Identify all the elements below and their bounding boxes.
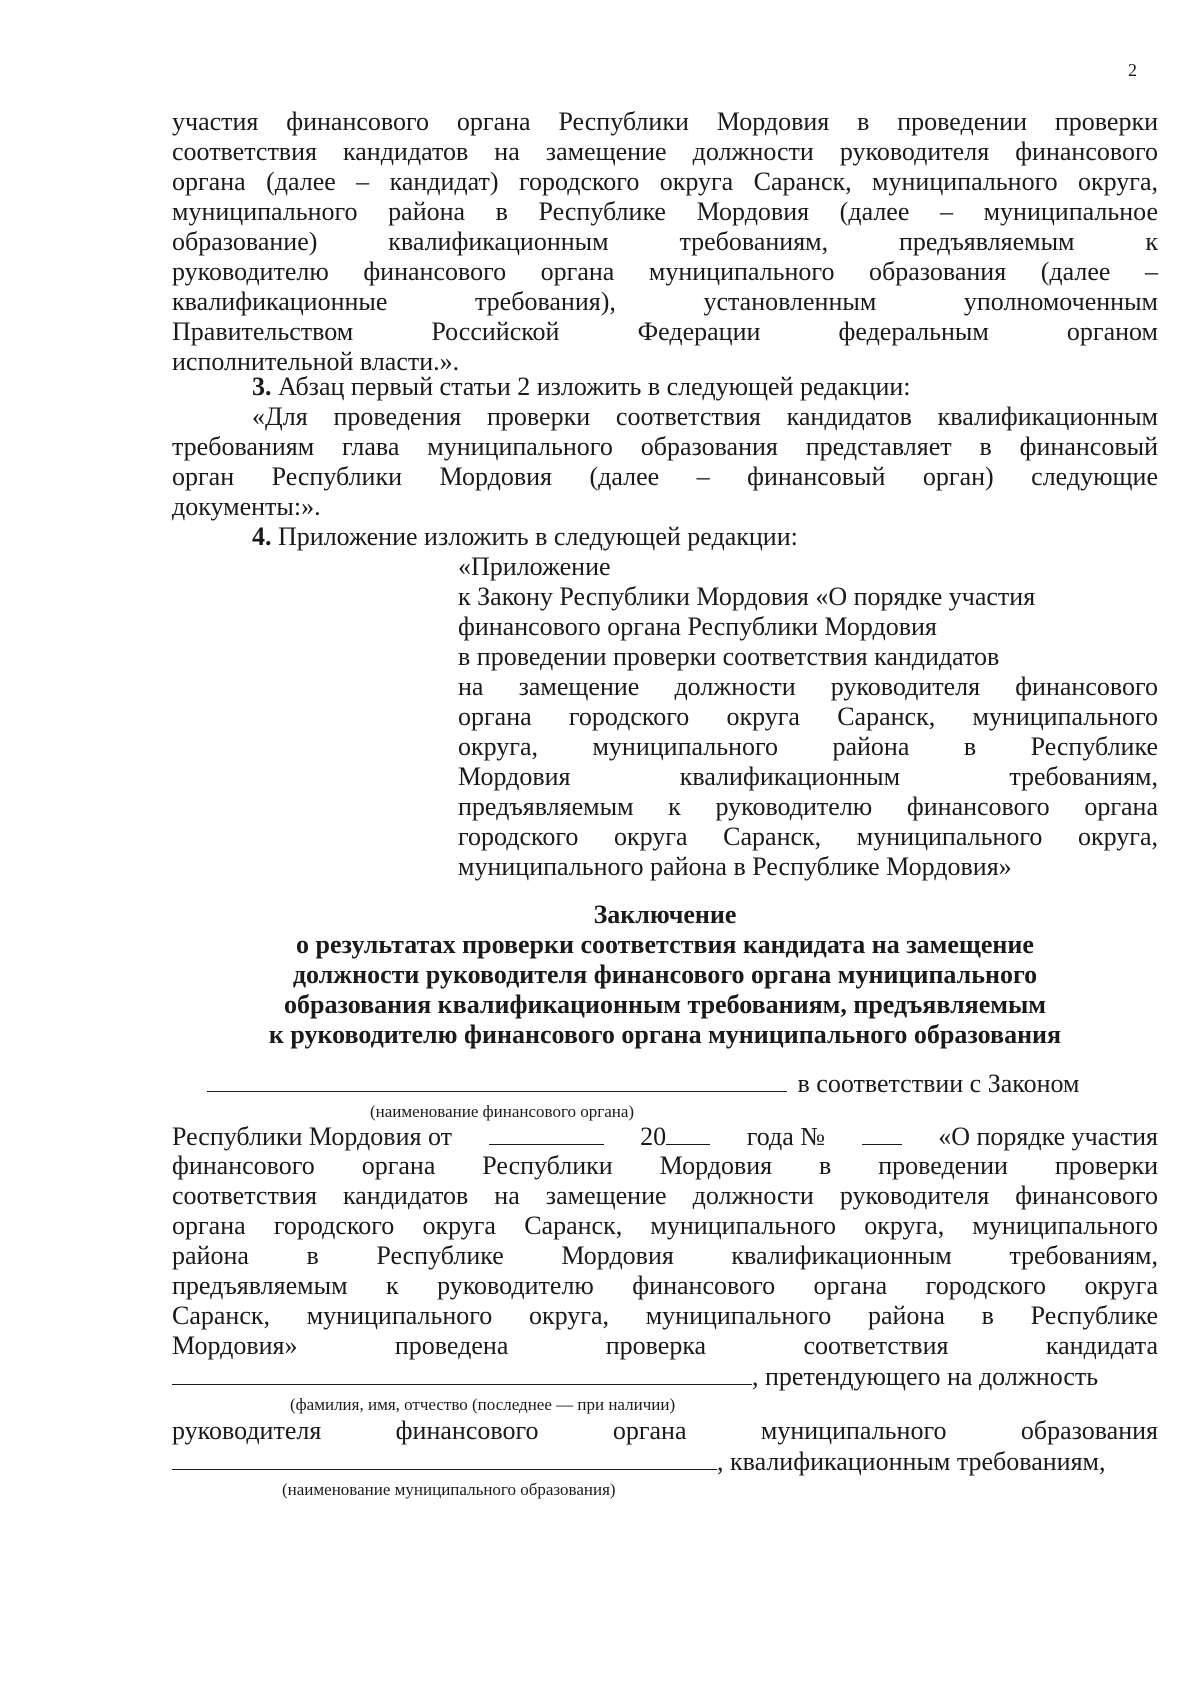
conclusion-subtitle-line: к руководителю финансового органа муниципального образования xyxy=(268,1020,1062,1049)
appendix-line: на замещение должности руководителя финансового xyxy=(458,672,1158,701)
law-date-blank[interactable] xyxy=(489,1120,604,1145)
caption-financial-organ: (наименование финансового органа) xyxy=(370,1102,635,1121)
form-body-line: Саранск, муниципального округа, муниципального района в Республике xyxy=(172,1301,1158,1330)
candidate-name-blank[interactable] xyxy=(172,1360,752,1385)
conclusion-subtitle-line: о результатах проверки соответствия кандидата на замещение xyxy=(296,930,1034,959)
appendix-line: Мордовия квалификационным требованиям, xyxy=(458,762,1158,791)
intro-line: Правительством Российской Федерации федеральным органом xyxy=(172,317,1158,346)
intro-line: участия финансового органа Республики Мордовия в проведении проверки xyxy=(172,107,1158,136)
form-line2-b: 20 xyxy=(640,1122,667,1151)
conclusion-heading: Заключение xyxy=(593,900,737,929)
appendix-line: финансового органа Республики Мордовия xyxy=(458,612,937,641)
appendix-line: городского округа Саранск, муниципального округа, xyxy=(458,822,1158,851)
intro-line: образование) квалификационным требованиям, предъявляемым к xyxy=(172,227,1158,256)
appendix-line: предъявляемым к руководителю финансового органа xyxy=(458,792,1158,821)
form-body-line: соответствия кандидатов на замещение должности руководителя финансового xyxy=(172,1181,1158,1210)
item-3-quote-last: документы:». xyxy=(172,492,321,521)
form-body-line: Мордовия» проведена проверка соответствия кандидата xyxy=(172,1331,1158,1360)
mo-tail: , квалификационным требованиям, xyxy=(717,1447,1106,1476)
item-3-number: 3. xyxy=(252,372,272,401)
candidate-tail: , претендующего на должность xyxy=(752,1362,1099,1391)
page-number: 2 xyxy=(1128,60,1137,80)
appendix-line-last: муниципального района в Республике Мордовия» xyxy=(458,852,1012,881)
item-4-heading xyxy=(252,521,1158,553)
item-3-text: Абзац первый статьи 2 изложить в следующей редакции: xyxy=(271,372,911,401)
form-body-line: района в Республике Мордовия квалификационным требованиям, xyxy=(172,1241,1158,1270)
item-4-number: 4. xyxy=(252,522,272,551)
item-3-quote-line: «Для проведения проверки соответствия кандидатов квалификационным xyxy=(252,402,1158,431)
law-number-blank[interactable] xyxy=(862,1120,902,1145)
form-line-law-reference xyxy=(172,1120,1158,1152)
form-line-municipality xyxy=(172,1445,1158,1477)
appendix-line: округа, муниципального района в Республике xyxy=(458,732,1158,761)
municipality-blank[interactable] xyxy=(172,1445,717,1470)
intro-line-last: исполнительной власти.». xyxy=(172,347,460,376)
form-body-line: предъявляемым к руководителю финансового органа городского округа xyxy=(172,1271,1158,1300)
appendix-line: к Закону Республики Мордовия «О порядке участия xyxy=(458,582,1036,611)
item-3-quote-line: орган Республики Мордовия (далее – финансовый орган) следующие xyxy=(172,462,1158,491)
form-line-position: руководителя финансового органа муниципального образования xyxy=(172,1416,1158,1445)
intro-line: соответствия кандидатов на замещение должности руководителя финансового xyxy=(172,137,1158,166)
intro-line: органа (далее – кандидат) городского округа Саранск, муниципального округа, xyxy=(172,167,1158,196)
form-line-financial-organ xyxy=(207,1067,1158,1099)
conclusion-subtitle-line: должности руководителя финансового органа муниципального xyxy=(292,960,1038,989)
appendix-line: «Приложение xyxy=(458,552,611,581)
appendix-line: в проведении проверки соответствия кандидатов xyxy=(458,642,1000,671)
form-body-line: финансового органа Республики Мордовия в проведении проверки xyxy=(172,1151,1158,1180)
appendix-line: органа городского округа Саранск, муниципального xyxy=(458,702,1158,731)
item-3-quote-line: требованиям глава муниципального образования представляет в финансовый xyxy=(172,432,1158,461)
form-line2-a: Республики Мордовия от xyxy=(172,1122,452,1151)
form-body-line: органа городского округа Саранск, муниципального округа, муниципального xyxy=(172,1211,1158,1240)
form-line2-d: «О порядке участия xyxy=(938,1122,1158,1151)
form-line-candidate xyxy=(172,1360,1158,1392)
caption-municipality: (наименование муниципального образования) xyxy=(282,1480,616,1499)
form-line1-tail: в соответствии с Законом xyxy=(797,1069,1080,1098)
conclusion-subtitle-line: образования квалификационным требованиям, предъявляемым xyxy=(284,990,1046,1019)
item-3-heading xyxy=(252,371,1158,403)
intro-line: муниципального района в Республике Мордовия (далее – муниципальное xyxy=(172,197,1158,226)
law-year-blank[interactable] xyxy=(666,1120,710,1145)
item-4-text: Приложение изложить в следующей редакции: xyxy=(271,522,798,551)
intro-line: руководителю финансового органа муниципального образования (далее – xyxy=(172,257,1158,286)
caption-fio: (фамилия, имя, отчество (последнее — при наличии) xyxy=(290,1395,676,1414)
intro-line: квалификационные требования), установленным уполномоченным xyxy=(172,287,1158,316)
form-line2-c: года № xyxy=(746,1122,826,1151)
financial-organ-blank[interactable] xyxy=(207,1067,787,1092)
